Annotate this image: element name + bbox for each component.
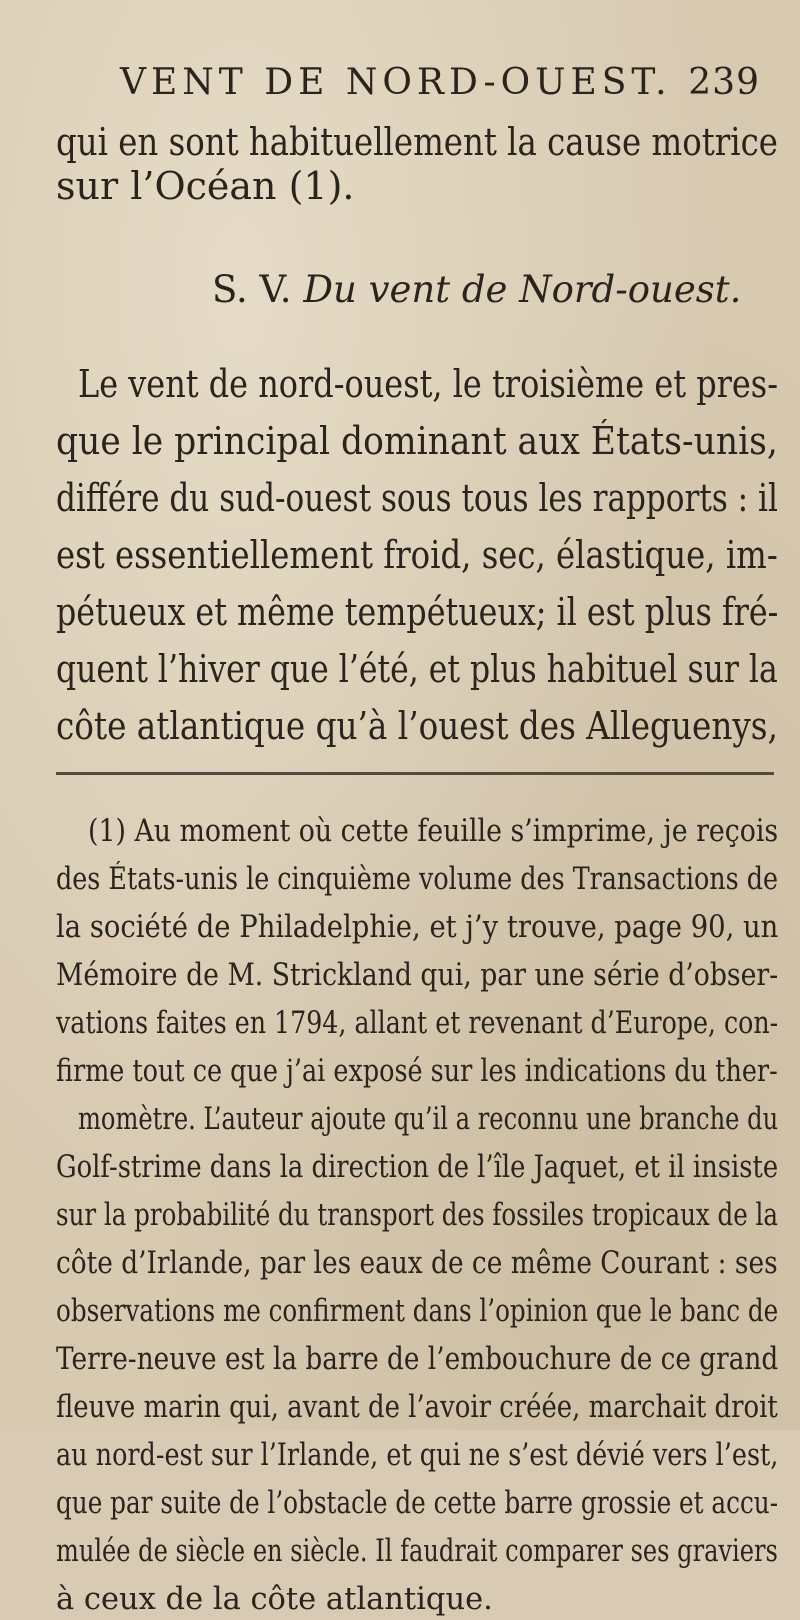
footnote-line: (1) Au moment où cette feuille s’imprime, je reçois <box>88 814 779 849</box>
footnote-line: des États-unis le cinquième volume des Transactions de <box>56 862 779 897</box>
footnote-line: vations faites en 1794, allant et revenant d’Europe, con- <box>56 1006 779 1041</box>
footnote-line: à ceux de la côte atlantique. <box>56 1582 493 1617</box>
text-line: Le vent de nord-ouest, le troisième et pres- <box>78 362 778 406</box>
footnote-line: fleuve marin qui, avant de l’avoir créée, marchait droit <box>56 1390 778 1425</box>
text-line: pétueux et même tempétueux; il est plus fré- <box>56 590 779 634</box>
footnote-line: au nord-est sur l’Irlande, et qui ne s’est dévié vers l’est, <box>56 1438 779 1473</box>
page-number: 239 <box>688 62 760 103</box>
section-heading <box>212 268 741 311</box>
text-line: est essentiellement froid, sec, élastique, im- <box>56 533 778 577</box>
text-line: quent l’hiver que l’été, et plus habituel sur la <box>56 647 778 691</box>
footnote-line: Mémoire de M. Strickland qui, par une série d’obser- <box>56 958 779 993</box>
footnote-rule <box>56 772 774 775</box>
running-title: VENT DE NORD-OUEST. <box>120 62 672 103</box>
footnote-line: côte d’Irlande, par les eaux de ce même Courant : ses <box>56 1246 778 1281</box>
text-line: sur l’Océan (1). <box>56 164 355 208</box>
footnote-line: la société de Philadelphie, et j’y trouve, page 90, un <box>56 910 779 945</box>
footnote-line: que par suite de l’obstacle de cette barre grossie et accu- <box>56 1486 779 1521</box>
footnote-line: firme tout ce que j’ai exposé sur les indications du ther- <box>56 1054 778 1089</box>
footnote-line: observations me confirment dans l’opinion que le banc de <box>56 1294 779 1329</box>
section-title: Du vent de Nord-ouest. <box>303 268 742 311</box>
text-line: différe du sud-ouest sous tous les rapports : il <box>56 476 778 520</box>
text-line: que le principal dominant aux États-unis, <box>56 419 778 463</box>
footnote-line: sur la probabilité du transport des fossiles tropicaux de la <box>56 1198 779 1233</box>
footnote-line: mulée de siècle en siècle. Il faudrait comparer ses graviers <box>56 1534 778 1569</box>
footnote-line: momètre. L’auteur ajoute qu’il a reconnu une branche du <box>78 1102 779 1137</box>
running-head <box>120 62 760 112</box>
text-line: côte atlantique qu’à l’ouest des Alleguenys, <box>56 704 778 748</box>
footnote-line: Golf-strime dans la direction de l’île Jaquet, et il insiste <box>56 1150 779 1185</box>
footnote-line: Terre-neuve est la barre de l’embouchure de ce grand <box>56 1342 779 1377</box>
text-line: qui en sont habituellement la cause motrice <box>56 120 778 164</box>
section-number: S. V. <box>212 268 292 311</box>
